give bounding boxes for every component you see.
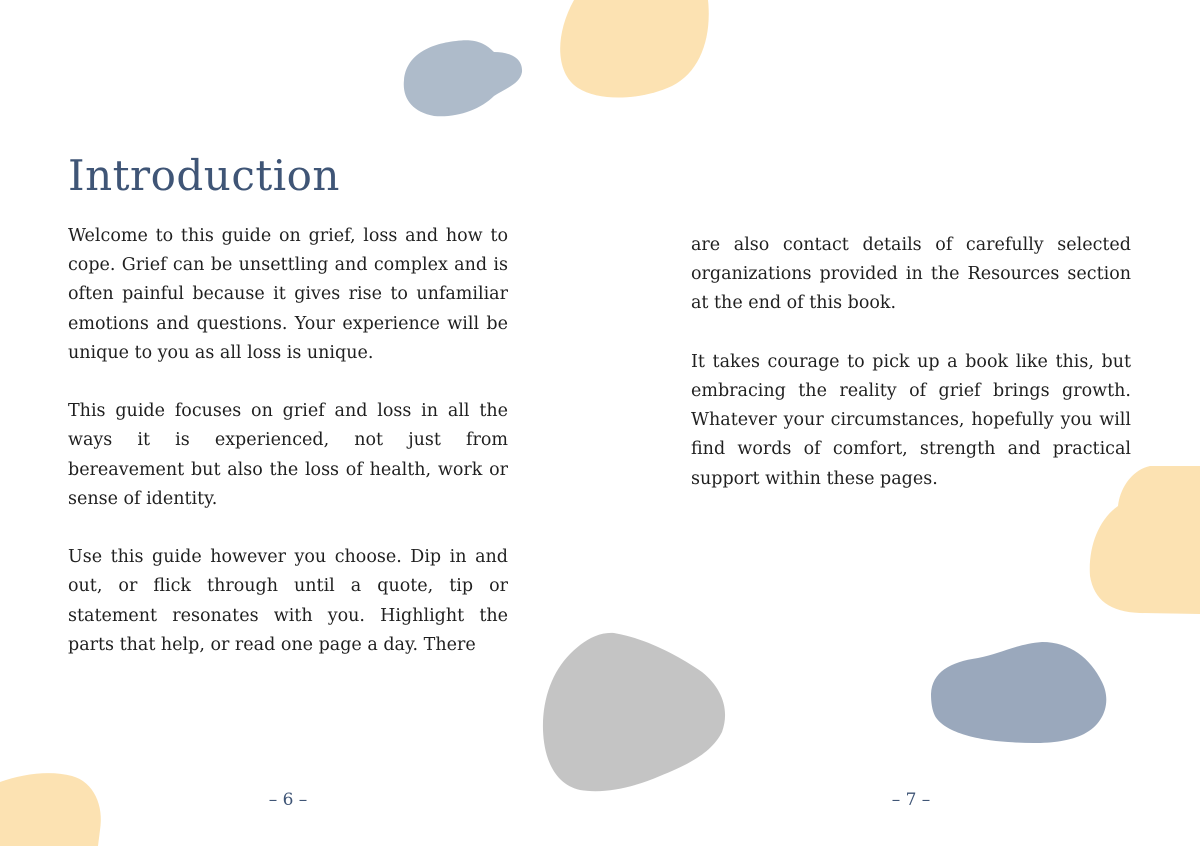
- blue-blob-top: [404, 40, 522, 116]
- grey-blob-bottom: [543, 633, 725, 791]
- yellow-blob-top: [560, 0, 709, 98]
- paragraph-focus: This guide focuses on grief and loss in all the ways it is experienced, not just from bereavement but also the loss of health, work or sense of identity.: [68, 401, 508, 509]
- page-number-right: – 7 –: [891, 790, 931, 810]
- paragraph-welcome: Welcome to this guide on grief, loss and how to cope. Grief can be unsettling and complex and is often painful because it gives rise to unfamiliar emotions and questions. Your experience will be unique to you as all loss is unique.: [68, 226, 508, 363]
- paragraph-usage: Use this guide however you choose. Dip in and out, or flick through until a quote, tip or statement resonates with you. Highlight the parts that help, or read one page a day. There: [68, 547, 508, 655]
- blue-blob-bottom-right: [931, 642, 1106, 743]
- paragraph-courage: It takes courage to pick up a book like this, but embracing the reality of grief brings growth. Whatever your circumstances, hopefully you will find words of comfort, strength and practical support within these pages.: [691, 351, 1131, 489]
- left-page-body: [68, 222, 508, 660]
- page-title: Introduction: [68, 151, 340, 200]
- paragraph-resources: are also contact details of carefully selected organizations provided in the Resources section at the end of this book.: [691, 235, 1131, 314]
- right-page-body: [691, 231, 1131, 494]
- yellow-blob-bottom-left: [0, 773, 101, 846]
- page-number-left: – 6 –: [268, 790, 308, 810]
